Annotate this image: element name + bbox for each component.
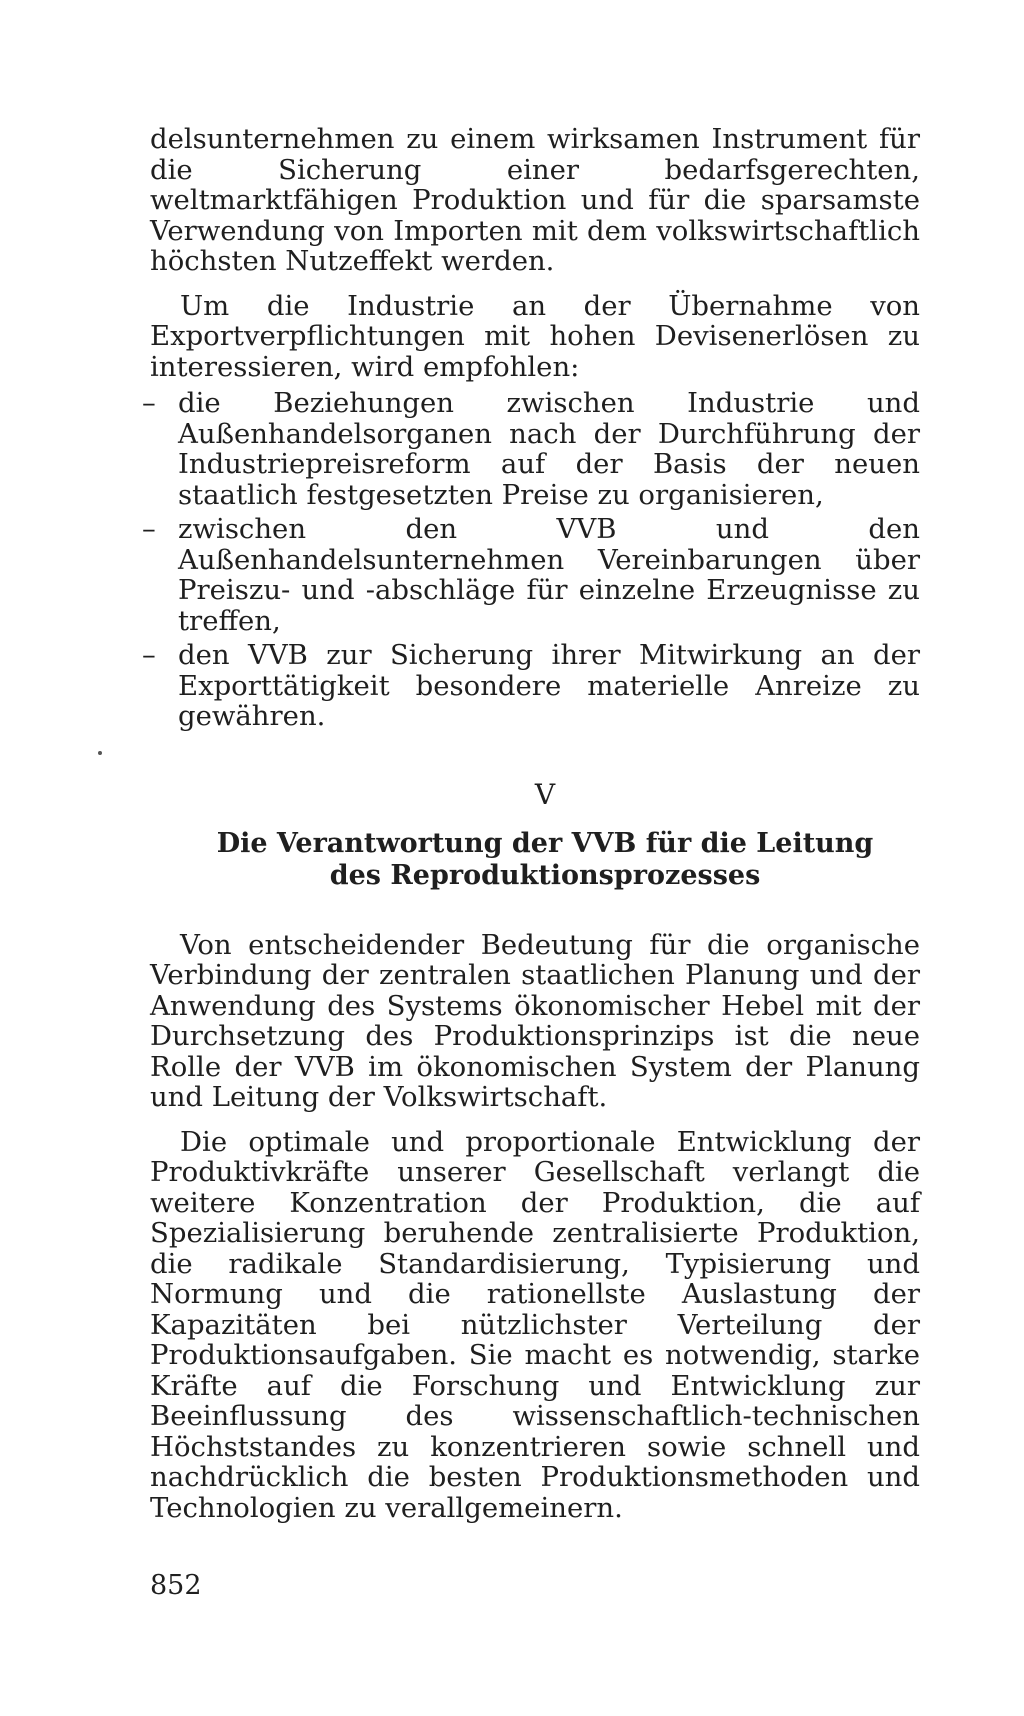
margin-mark (98, 751, 102, 755)
list-item-text: zwischen den VVB und den Außenhandelsunternehmen Vereinbarungen über Preiszu- und -abschläge für einzelne Erzeugnisse zu treffen, (178, 513, 920, 637)
recommendation-list (142, 387, 920, 732)
document-page (142, 123, 920, 1601)
section-heading-line-2: des Reproduktionsprozesses (329, 859, 761, 891)
dash-marker: – (142, 513, 156, 545)
dash-marker: – (142, 639, 156, 671)
list-item-text: den VVB zur Sicherung ihrer Mitwirkung an der Exporttätigkeit besondere materielle Anreize zu gewähren. (178, 639, 920, 732)
section-heading (150, 828, 920, 892)
list-item (142, 387, 920, 511)
list-item (142, 513, 920, 637)
page-number: 852 (150, 1570, 202, 1601)
paragraph-2: Um die Industrie an der Übernahme von Exportverpflichtungen mit hohen Devisenerlösen zu interessieren, wird empfohlen: (150, 289, 920, 383)
paragraph-3: Von entscheidender Bedeutung für die organische Verbindung der zentralen staatlichen Planung und der Anwendung des Systems ökonomischer Hebel mit der Durchsetzung des Produktionsprinzips ist die neue Rolle der VVB im ökonomischen System der Planung und Leitung der Volkswirtschaft. (150, 928, 920, 1113)
list-item (142, 639, 920, 732)
section-number: V (534, 777, 556, 811)
section-heading-line-1: Die Verantwortung der VVB für die Leitung (216, 827, 874, 859)
dash-marker: – (142, 387, 156, 419)
paragraph-1: delsunternehmen zu einem wirksamen Instrument für die Sicherung einer bedarfsgerechten, weltmarktfähigen Produktion und für die sparsamste Verwendung von Importen mit dem volkswirtschaftlich höchsten Nutzeffekt werden. (150, 123, 920, 277)
paragraph-4: Die optimale und proportionale Entwicklung der Produktivkräfte unserer Gesellschaft verlangt die weitere Konzentration der Produktion, die auf Spezialisierung beruhende zentralisierte Produktion, die radikale Standardisierung, Typisierung und Normung und die rationellste Auslastung der Kapazitäten bei nützlichster Verteilung der Produktionsaufgaben. Sie macht es notwendig, starke Kräfte auf die Forschung und Entwicklung zur Beeinflussung des wissenschaftlich-technischen Höchststandes zu konzentrieren sowie schnell und nachdrücklich die besten Produktionsmethoden und Technologien zu verallgemeinern. (150, 1125, 920, 1524)
list-item-text: die Beziehungen zwischen Industrie und Außenhandelsorganen nach der Durchführung der Industriepreisreform auf der Basis der neuen staatlich festgesetzten Preise zu organisieren, (178, 387, 920, 511)
